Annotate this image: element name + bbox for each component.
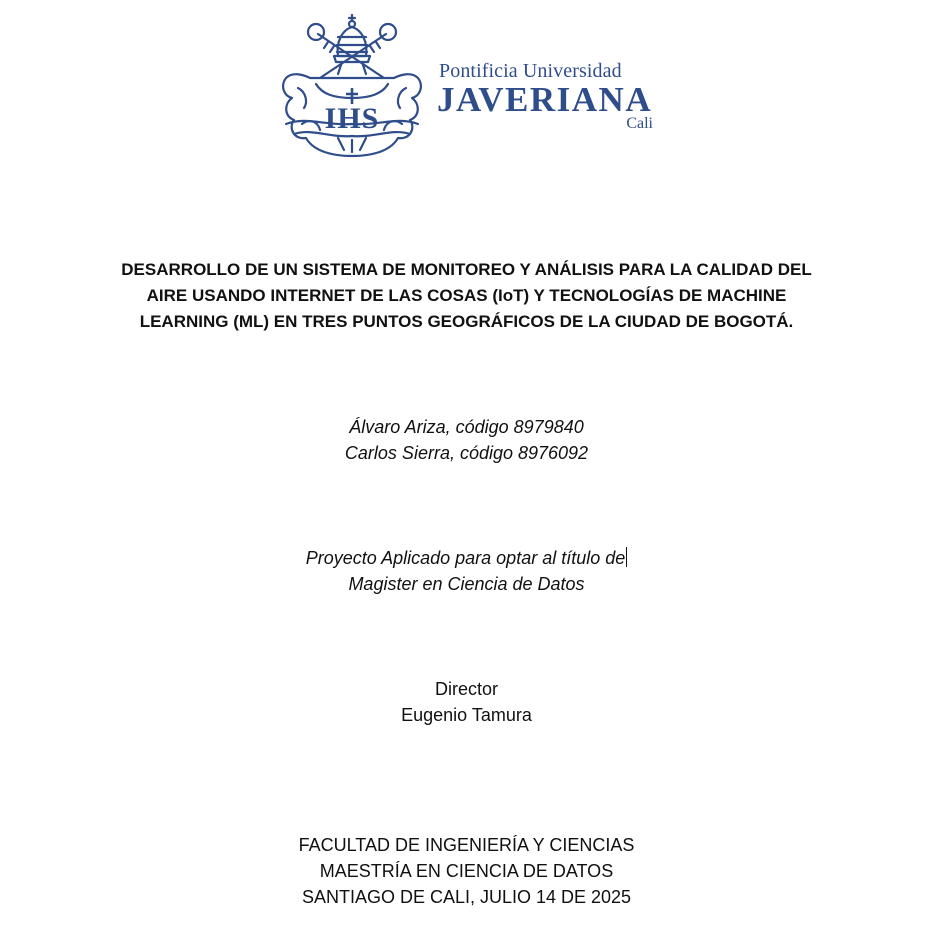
degree-line-text: Proyecto Aplicado para optar al título de [305, 548, 626, 568]
thesis-title [0, 257, 933, 335]
director-name: Eugenio Tamura [401, 705, 532, 725]
institution-block [0, 832, 933, 910]
university-seal-icon [276, 12, 428, 164]
place-date: SANTIAGO DE CALI, JULIO 14 DE 2025 [301, 887, 632, 907]
author-line: Álvaro Ariza, código 8979840 [349, 417, 584, 437]
director-label: Director [434, 679, 498, 699]
authors [0, 414, 933, 466]
university-logo [276, 12, 666, 164]
degree-line: Magister en Ciencia de Datos [348, 574, 585, 594]
university-campus: Cali [626, 115, 653, 132]
author-line: Carlos Sierra, código 8976092 [344, 443, 589, 463]
university-wordmark [439, 60, 669, 132]
program-name: MAESTRÍA EN CIENCIA DE DATOS [319, 861, 614, 881]
thesis-title-line: DESARROLLO DE UN SISTEMA DE MONITOREO Y ANÁLISIS PARA LA CALIDAD DEL [121, 260, 812, 279]
thesis-title-line: LEARNING (ML) EN TRES PUNTOS GEOGRÁFICOS DE LA CIUDAD DE BOGOTÁ. [139, 312, 794, 331]
text-cursor [626, 547, 627, 567]
thesis-title-line: AIRE USANDO INTERNET DE LAS COSAS (IoT) Y TECNOLOGÍAS DE MACHINE [146, 286, 787, 305]
university-name-main: JAVERIANA [437, 80, 653, 119]
degree-line[interactable] [0, 545, 933, 571]
seal-letters: IHS [324, 102, 380, 135]
director-block [0, 676, 933, 728]
university-name-top: Pontificia Universidad [439, 60, 622, 82]
faculty-name: FACULTAD DE INGENIERÍA Y CIENCIAS [298, 835, 635, 855]
degree-statement [0, 545, 933, 597]
